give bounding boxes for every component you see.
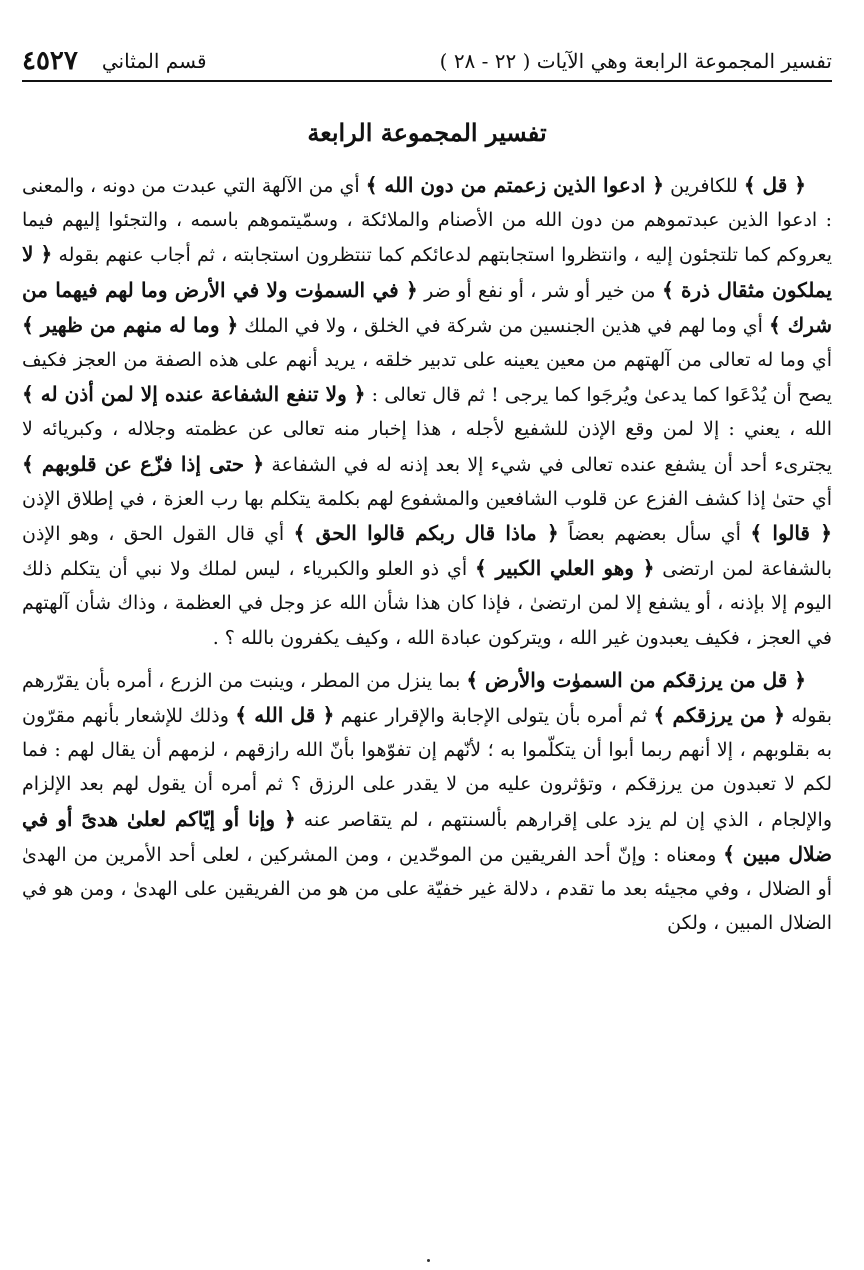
paragraph: [22, 663, 832, 941]
quran-quote: ﴿ قالوا ﴾: [750, 521, 832, 546]
section-title: تفسير المجموعة الرابعة: [307, 118, 547, 147]
body-text: [22, 168, 832, 940]
paragraph: [22, 168, 832, 655]
commentary-text: أي قال القول الحق ، وهو الإذن بالشفاعة لمن ارتضى: [22, 523, 832, 581]
commentary-text: وذلك للإشعار بأنهم مقرّون به بقلوبهم ، إلا أنهم ربما أبوا أن يتكلّموا به ؛ لأنّهم إن تفوّهوا بأنّ الله رازقهم ، لزمهم أن يقال لهم : فما لكم لا تعبدون من يرزقكم ، وتؤثرون عليه من لا يقدر على الرزق ؟ ثم أمره أن يقول لهم بعد الإلزام والإلجام ، الذي إن لم يزد على إقرارهم بألسنتهم ، لم يتقاصر عنه: [22, 705, 833, 831]
quran-quote: ﴿ لا يملكون مثقال ذرة ﴾: [22, 242, 832, 302]
commentary-text: أي وما لهم في هذين الجنسين من شركة في الخلق ، ولا في الملك: [238, 314, 769, 337]
commentary-text: بما ينزل من المطر ، وينبت من الزرع ، أمره بأن يقرّرهم بقوله: [22, 669, 832, 728]
quran-quote: ﴿ وإنا أو إيّاكم لعلىٰ هدىً أو في ضلال مبين ﴾: [22, 806, 832, 866]
commentary-text: أي وما له تعالى من آلهتهم من معين يعينه على تدبير خلقه ، يريد أنهم على هذه الصفة من العجز فكيف يصح أن يُدْعَوا كما يدعىٰ ويُرجَوا كما يرجى ! ثم قال تعالى :: [22, 349, 832, 407]
quran-quote: ﴿ قل من يرزقكم من السموٰت والأرض ﴾: [466, 667, 807, 692]
quran-quote: ﴿ من يرزقكم ﴾: [653, 703, 785, 728]
running-head-title: تفسير المجموعة الرابعة وهي الآيات ( ٢٢ - ٢٨ ): [439, 49, 832, 73]
quran-quote: ﴿ حتى إذا فزّع عن قلوبهم ﴾: [22, 451, 265, 476]
page-number: ٤٥٢٧: [22, 46, 78, 76]
header-rule: [22, 80, 832, 82]
quran-quote: ﴿ ماذا قال ربكم قالوا الحق ﴾: [293, 521, 559, 546]
running-head-left: [22, 46, 207, 76]
commentary-text: أي ذو العلو والكبرياء ، ليس لملك ولا نبي أن يتكلم ذلك اليوم إلا بإذنه ، أو يشفع إلا لمن ارتضىٰ ، فإذا كان هذا شأن الله عز وجل في العظمة ، وذاك شأن آلهتهم في العجز ، فكيف يعبدون غير الله ، ويتركون عبادة الله ، وكيف يكفرون بالله ؟ .: [22, 558, 832, 649]
book-page: [22, 0, 832, 1270]
commentary-text: للكافرين: [664, 175, 744, 197]
running-head-section: قسم المثاني: [101, 49, 207, 73]
running-head: [22, 40, 832, 76]
quran-quote: ﴿ قل الله ﴾: [235, 703, 335, 728]
quran-quote: ﴿ ولا تنفع الشفاعة عنده إلا لمن أذن له ﴾: [22, 382, 366, 407]
commentary-text: ومعناه : وإنّ أحد الفريقين من الموحّدين ، ومن المشركين ، لعلى أحد الأمرين من الهدىٰ أو الضلال ، وفي مجيئه بعد ما تقدم ، دلالة غير خفيّة على من هو من الفريقين على الهدىٰ ، ومن هو في الضلال المبين ، ولكن: [22, 843, 832, 935]
page-mark: [427, 1259, 430, 1262]
commentary-text: من خير أو شر ، أو نفع أو ضر: [417, 279, 662, 302]
commentary-text: أي حتىٰ إذا كشف الفزع عن قلوب الشافعين والمشفوع لهم بكلمة يتكلم بها رب العزة ، في إطلاق الإذن: [22, 487, 832, 510]
commentary-text: أي سأل بعضهم بعضاً: [558, 523, 751, 546]
quran-quote: ﴿ وهو العلي الكبير ﴾: [474, 556, 655, 581]
commentary-text: أي من الآلهة التي عبدت من دونه ، والمعنى : ادعوا الذين عبدتموهم من دون الله من الأصنام والملائكة ، وسمّيتموهم باسمه ، والتجئوا إليهم فيما يعروكم كما تلتجئون إليه ، وانتظروا استجابتهم لدعائكم كما تنتظرون استجابته ، ثم أجاب عنهم بقوله: [22, 175, 832, 267]
quran-quote: ﴿ قل ﴾: [743, 173, 806, 197]
quran-quote: ﴿ وما له منهم من ظهير ﴾: [22, 312, 239, 337]
quran-quote: ﴿ ادعوا الذين زعمتم من دون الله ﴾: [365, 173, 665, 197]
commentary-text: ثم أمره بأن يتولى الإجابة والإقرار عنهم: [334, 705, 654, 728]
quran-quote: ﴿ في السموٰت ولا في الأرض وما لهم فيهما من شرك ﴾: [22, 277, 832, 337]
commentary-text: الله ، يعني : إلا لمن وقع الإذن للشفيع لأجله ، هذا إخبار منه تعالى عن عظمته وجلاله ، وكبريائه لا يجترىء أحد أن يشفع عنده تعالى في شيء إلا بعد إذنه له في الشفاعة: [22, 418, 832, 476]
